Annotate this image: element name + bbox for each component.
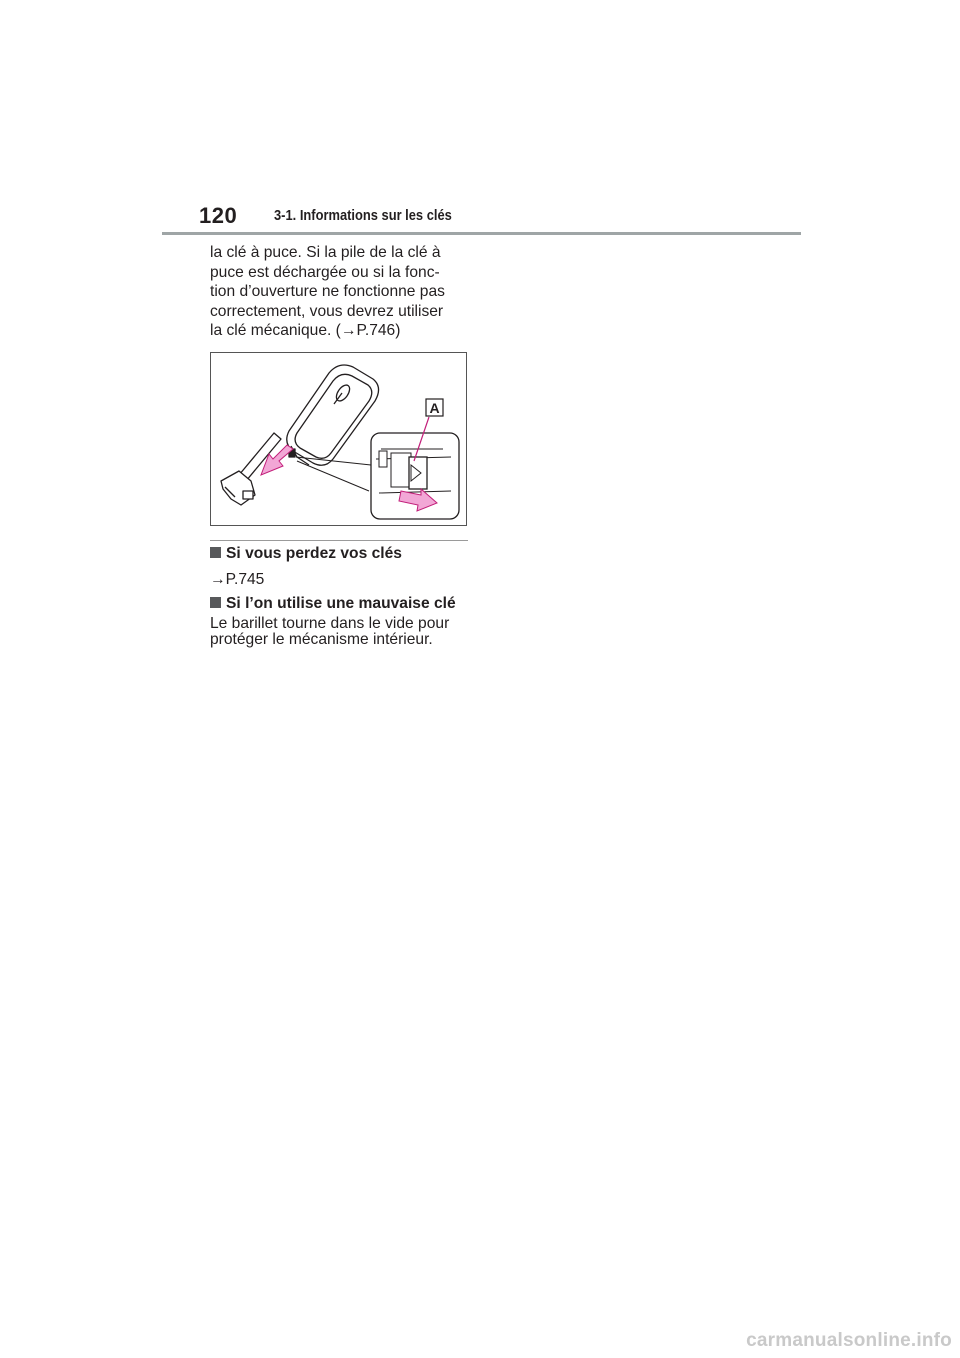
callout-label: A bbox=[429, 400, 440, 416]
wrong-key-body bbox=[210, 616, 472, 648]
watermark: carmanualsonline.info bbox=[746, 1330, 952, 1351]
intro-line: puce est déchargée ou si la fonc- bbox=[210, 263, 440, 281]
key-fob-icon bbox=[287, 365, 379, 465]
header-rule bbox=[162, 232, 801, 235]
smart-key-illustration bbox=[211, 353, 466, 525]
page-number: 120 bbox=[199, 203, 238, 228]
inset-detail bbox=[371, 433, 459, 519]
body-line: protéger le mécanisme intérieur. bbox=[210, 631, 433, 648]
subheading-lost-keys bbox=[210, 545, 402, 563]
subheading-wrong-key bbox=[210, 595, 456, 613]
section-divider bbox=[210, 540, 468, 541]
section-title: 3-1. Informations sur les clés bbox=[274, 207, 452, 224]
subheading-label: Si l’on utilise une mauvaise clé bbox=[226, 595, 456, 612]
key-figure bbox=[210, 352, 467, 526]
intro-line: la clé à puce. Si la pile de la clé à bbox=[210, 244, 441, 261]
intro-paragraph bbox=[210, 243, 472, 341]
subheading-label: Si vous perdez vos clés bbox=[226, 545, 402, 562]
intro-line: la clé mécanique. (→P.746) bbox=[210, 322, 401, 339]
square-bullet-icon bbox=[210, 597, 221, 608]
body-line: Le barillet tourne dans le vide pour bbox=[210, 615, 450, 632]
square-bullet-icon bbox=[210, 547, 221, 558]
page-reference: →P.745 bbox=[210, 571, 265, 588]
intro-line: tion d’ouverture ne fonctionne pas bbox=[210, 283, 445, 300]
intro-line: correctement, vous devrez utiliser bbox=[210, 302, 444, 320]
